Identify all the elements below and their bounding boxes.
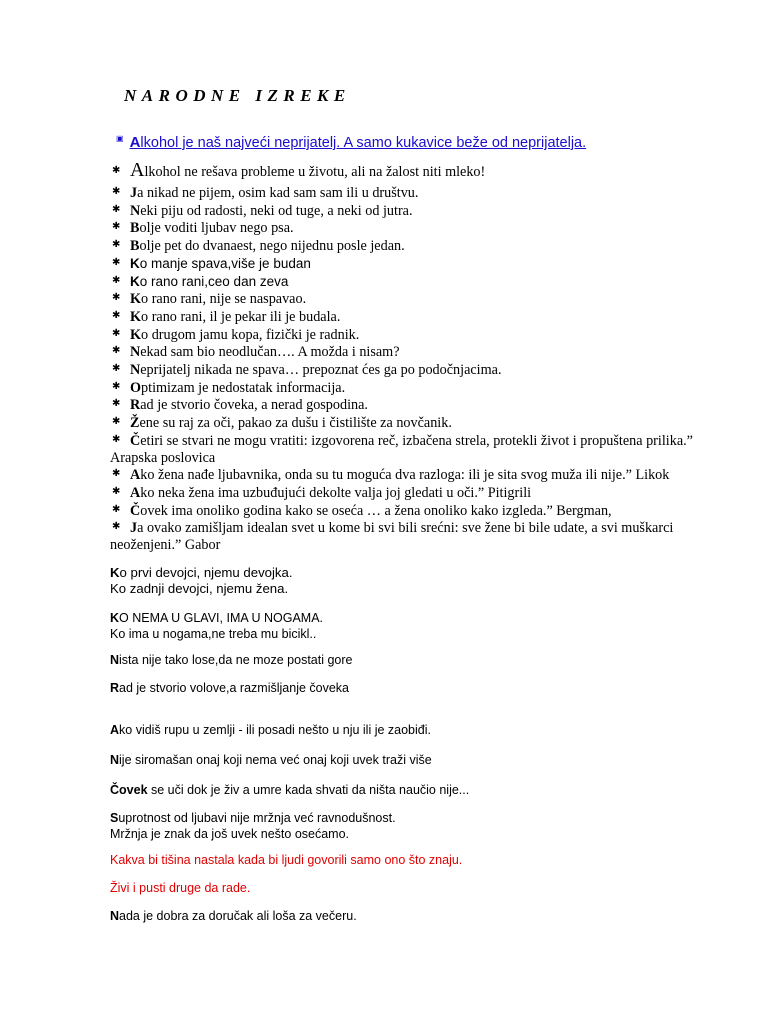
quote-initial: K (130, 326, 142, 343)
saying-text: ista nije tako lose,da ne moze postati gore (119, 653, 353, 667)
star-bullet-icon: ✱ (112, 521, 121, 533)
star-bullet-icon: ✱ (112, 309, 121, 321)
saying-initial: N (110, 653, 120, 667)
quote-text: eki piju od radosti, neki od tuge, a neki od jutra. (140, 202, 413, 219)
quote-text: o rano rani,ceo dan zeva (139, 273, 289, 289)
saying-initial: N (110, 753, 120, 767)
quote-initial: Č (130, 502, 141, 519)
quote-text: a ovako zamišljam idealan svet u kome bi svi bili srećni: sve žene bi bile udate, a svi muškarci neoženjeni.” Gabor (110, 520, 674, 554)
quote-text: eprijatelj nikada ne spava… prepoznat ćes ga po podočnjacima. (140, 362, 502, 379)
saying-initial: S (110, 811, 119, 825)
quote-item (110, 202, 700, 220)
saying-block (110, 752, 432, 768)
saying-text: Ko zadnji devojci, njemu žena. (110, 581, 289, 596)
star-bullet-icon: ✱ (112, 274, 121, 286)
saying-text: Kakva bi tišina nastala kada bi ljudi govorili samo ono što znaju. (110, 853, 463, 867)
quote-item (110, 326, 700, 344)
quote-item (110, 255, 700, 273)
quote-item (110, 237, 700, 255)
quote-item (110, 432, 700, 466)
saying-line (110, 752, 432, 768)
quote-initial: N (130, 362, 141, 379)
quote-text: lkohol ne rešava probleme u životu, ali na žalost niti mleko! (144, 164, 486, 180)
quote-item (110, 484, 700, 502)
saying-line (110, 826, 396, 842)
link-initial: A (129, 134, 141, 151)
quote-item (110, 290, 700, 308)
star-bullet-icon: ✱ (112, 433, 121, 445)
document-link-icon: ▣ (116, 134, 124, 143)
quote-text: o manje spava,više je budan (139, 255, 311, 271)
star-bullet-icon: ✱ (112, 221, 121, 233)
page-title: NARODNE IZREKE (124, 86, 351, 105)
quote-item (110, 414, 700, 432)
star-bullet-icon: ✱ (112, 165, 121, 176)
quote-initial: Č (130, 432, 141, 449)
saying-text: Živi i pusti druge da rade. (110, 881, 251, 895)
saying-line (110, 782, 469, 798)
quote-text: o rano rani, il je pekar ili je budala. (141, 308, 341, 325)
saying-block (110, 908, 357, 924)
quote-initial: O (130, 379, 142, 396)
quote-item (110, 219, 700, 237)
quote-initial: J (130, 520, 138, 537)
quote-item (110, 519, 700, 553)
link-body: lkohol je naš najveći neprijatelj. A samo kukavice beže od neprijatelja. (140, 135, 587, 151)
quote-text: o rano rani, nije se naspavao. (141, 291, 307, 308)
star-bullet-icon: ✱ (112, 380, 121, 392)
star-bullet-icon: ✱ (112, 503, 121, 515)
quote-initial: A (130, 159, 145, 181)
quote-text: o drugom jamu kopa, fizički je radnik. (141, 326, 360, 343)
saying-text: ije siromašan onaj koji nema već onaj koji uvek traži više (119, 753, 432, 767)
quote-initial: Ž (130, 415, 140, 432)
quote-initial: A (130, 484, 141, 501)
star-bullet-icon: ✱ (112, 186, 121, 197)
quote-initial: R (130, 397, 141, 414)
alcohol-link[interactable] (116, 134, 586, 151)
quote-initial: A (130, 467, 141, 484)
saying-block (110, 565, 293, 597)
saying-text: se uči dok je živ a umre kada shvati da ništa naučio nije... (147, 783, 470, 797)
saying-initial: K (110, 565, 120, 580)
saying-block (110, 722, 431, 738)
quote-text: a nikad ne pijem, osim kad sam sam ili u društvu. (137, 185, 419, 201)
saying-block (110, 680, 349, 696)
quote-item (110, 343, 700, 361)
saying-line (110, 581, 293, 597)
quote-initial: K (130, 291, 142, 308)
quote-initial: B (130, 220, 140, 237)
saying-initial: A (110, 723, 120, 737)
saying-block-red (110, 880, 250, 896)
saying-text: o prvi devojci, njemu devojka. (119, 565, 293, 580)
star-bullet-icon: ✱ (112, 398, 121, 410)
star-bullet-icon: ✱ (112, 292, 121, 304)
quote-text: ovek ima onoliko godina kako se oseća … a žena onoliko kako izgleda.” Bergman, (140, 502, 612, 519)
saying-line (110, 908, 357, 924)
quote-item (110, 396, 700, 414)
saying-block (110, 810, 396, 842)
saying-block (110, 782, 469, 798)
quote-text: ene su raj za oči, pakao za dušu i čistilište za novčanik. (139, 415, 452, 432)
quote-item (110, 273, 700, 291)
saying-initial: N (110, 909, 120, 923)
quote-item (110, 361, 700, 379)
quote-item (110, 466, 700, 484)
quote-text: ko žena nađe ljubavnika, onda su tu moguća dva razloga: ili je sita svog muža ili nije.” Likok (140, 467, 670, 484)
quote-text: ko neka žena ima uzbuđujući dekolte valja joj gledati u oči.” Pitigrili (140, 484, 532, 501)
quote-text: ekad sam bio neodlučan…. A možda i nisam? (140, 344, 400, 361)
saying-block (110, 652, 353, 668)
quote-text: ptimizam je nedostatak informacija. (141, 379, 346, 396)
saying-text: ada je dobra za doručak ali loša za večeru. (119, 909, 357, 923)
star-bullet-icon: ✱ (112, 345, 121, 357)
quote-initial: N (130, 344, 141, 361)
quote-text: olje voditi ljubav nego psa. (139, 220, 294, 237)
quote-list (110, 158, 700, 554)
quote-initial: N (130, 202, 141, 219)
star-bullet-icon: ✱ (112, 485, 121, 497)
saying-initial: K (110, 611, 120, 625)
saying-initial: Čovek (110, 783, 148, 797)
quote-initial: K (130, 255, 140, 271)
quote-item (110, 308, 700, 326)
star-bullet-icon: ✱ (112, 203, 121, 215)
star-bullet-icon: ✱ (112, 416, 121, 428)
quote-initial: K (130, 273, 140, 289)
star-bullet-icon: ✱ (112, 327, 121, 339)
saying-text: ko vidiš rupu u zemlji - ili posadi nešto u nju ili je zaobiđi. (119, 723, 431, 737)
quote-item (110, 502, 700, 520)
saying-line (110, 810, 396, 826)
star-bullet-icon: ✱ (112, 256, 121, 268)
quote-initial: K (130, 308, 142, 325)
saying-text: ad je stvorio volove,a razmišljanje čoveka (119, 681, 349, 695)
saying-text: O NEMA U GLAVI, IMA U NOGAMA. (119, 611, 324, 625)
quote-item (110, 184, 700, 202)
saying-line (110, 652, 353, 668)
star-bullet-icon: ✱ (112, 363, 121, 375)
saying-line (110, 680, 349, 696)
saying-initial: R (110, 681, 120, 695)
saying-line (110, 852, 462, 868)
star-bullet-icon: ✱ (112, 239, 121, 251)
quote-initial: J (130, 185, 138, 201)
quote-initial: B (130, 238, 140, 255)
saying-line (110, 610, 323, 626)
star-bullet-icon: ✱ (112, 468, 121, 480)
quote-text: olje pet do dvanaest, nego nijednu posle jedan. (139, 238, 405, 255)
saying-text: Mržnja je znak da još uvek nešto osećamo. (110, 827, 350, 841)
quote-text: etiri se stvari ne mogu vratiti: izgovorena reč, izbačena strela, protekli život i propuštena prilika.” Arapska poslovica (110, 432, 693, 466)
saying-text: Ko ima u nogama,ne treba mu bicikl.. (110, 627, 317, 641)
saying-line (110, 626, 323, 642)
quote-item (110, 379, 700, 397)
quote-text: ad je stvorio čoveka, a nerad gospodina. (140, 397, 368, 414)
saying-text: uprotnost od ljubavi nije mržnja već ravnodušnost. (118, 811, 396, 825)
saying-block (110, 610, 323, 642)
saying-line (110, 565, 293, 581)
saying-line (110, 880, 250, 896)
saying-block-red (110, 852, 462, 868)
alcohol-link-text[interactable] (130, 135, 587, 151)
saying-line (110, 722, 431, 738)
quote-item (110, 158, 700, 184)
